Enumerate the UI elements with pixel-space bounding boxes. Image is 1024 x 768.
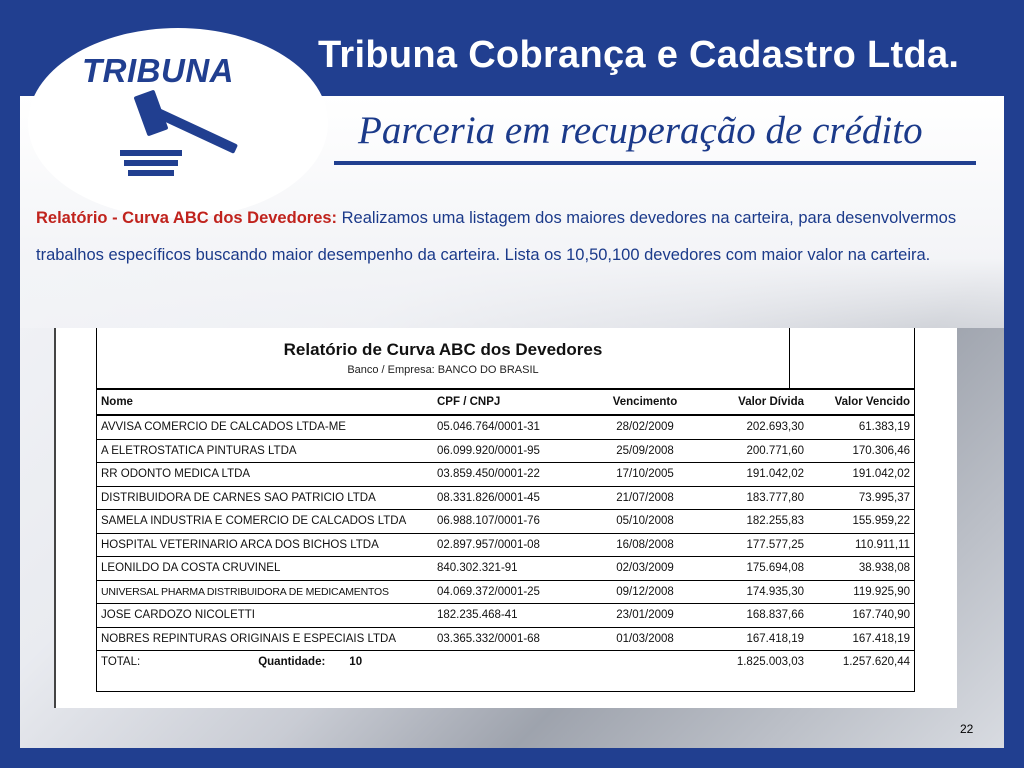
- table-total-row: [97, 651, 914, 674]
- cell-doc: 06.099.920/0001-95: [433, 439, 589, 463]
- cell-doc: 06.988.107/0001-76: [433, 510, 589, 534]
- company-slogan: Parceria em recuperação de crédito: [358, 109, 923, 152]
- cell-doc: 08.331.826/0001-45: [433, 486, 589, 510]
- table-row: [97, 463, 914, 487]
- cell-divida: 168.837,66: [701, 604, 808, 628]
- cell-nome: RR ODONTO MEDICA LTDA: [97, 463, 433, 487]
- slogan-underline: [334, 161, 976, 165]
- table-row: [97, 557, 914, 581]
- cell-divida: 182.255,83: [701, 510, 808, 534]
- cell-vencido: 170.306,46: [808, 439, 914, 463]
- cell-divida: 167.418,19: [701, 627, 808, 651]
- cell-vencimento: 17/10/2005: [589, 463, 701, 487]
- logo-text: TRIBUNA: [82, 52, 234, 89]
- cell-nome: A ELETROSTATICA PINTURAS LTDA: [97, 439, 433, 463]
- total-cell: [97, 651, 433, 674]
- cell-vencimento: 28/02/2009: [589, 415, 701, 439]
- col-header-nome: Nome: [97, 389, 433, 415]
- cell-divida: 200.771,60: [701, 439, 808, 463]
- cell-doc: 02.897.957/0001-08: [433, 533, 589, 557]
- cell-vencido: 155.959,22: [808, 510, 914, 534]
- total-empty-venc: [589, 651, 701, 674]
- cell-doc: 05.046.764/0001-31: [433, 415, 589, 439]
- table-row: [97, 486, 914, 510]
- cell-nome: NOBRES REPINTURAS ORIGINAIS E ESPECIAIS LTDA: [97, 627, 433, 651]
- cell-divida: 183.777,80: [701, 486, 808, 510]
- gavel-icon: [118, 88, 248, 176]
- table-row: [97, 580, 914, 604]
- cell-vencimento: 21/07/2008: [589, 486, 701, 510]
- col-header-vencimento: Vencimento: [589, 389, 701, 415]
- table-row: [97, 627, 914, 651]
- table-row: [97, 439, 914, 463]
- page-number: 22: [960, 722, 974, 736]
- report-header: [97, 328, 790, 388]
- description-paragraph: [36, 200, 976, 274]
- report-sheet: [96, 328, 915, 692]
- cell-vencido: 119.925,90: [808, 580, 914, 604]
- report-left-border: [54, 328, 56, 708]
- cell-divida: 191.042,02: [701, 463, 808, 487]
- cell-divida: 177.577,25: [701, 533, 808, 557]
- cell-vencido: 61.383,19: [808, 415, 914, 439]
- cell-nome: UNIVERSAL PHARMA DISTRIBUIDORA DE MEDICAMENTOS: [97, 580, 433, 604]
- cell-nome: DISTRIBUIDORA DE CARNES SAO PATRICIO LTDA: [97, 486, 433, 510]
- cell-nome: JOSE CARDOZO NICOLETTI: [97, 604, 433, 628]
- col-header-cpf-cnpj: CPF / CNPJ: [433, 389, 589, 415]
- cell-vencido: 167.418,19: [808, 627, 914, 651]
- description-body: Realizamos uma listagem dos maiores devedores na carteira, para desenvolvermos trabalhos específicos buscando maior desempenho da carteira. Lista os 10,50,100 devedores com maior valor na carteira.: [36, 209, 957, 264]
- cell-vencimento: 16/08/2008: [589, 533, 701, 557]
- cell-nome: AVVISA COMERCIO DE CALCADOS LTDA-ME: [97, 415, 433, 439]
- cell-nome: SAMELA INDUSTRIA E COMERCIO DE CALCADOS LTDA: [97, 510, 433, 534]
- cell-vencimento: 01/03/2008: [589, 627, 701, 651]
- company-title: Tribuna Cobrança e Cadastro Ltda.: [318, 34, 960, 76]
- total-label: TOTAL:: [101, 656, 141, 669]
- table-row: [97, 415, 914, 439]
- cell-doc: 840.302.321-91: [433, 557, 589, 581]
- total-vencido: 1.257.620,44: [842, 656, 910, 669]
- description-lead: Relatório - Curva ABC dos Devedores:: [36, 209, 338, 227]
- col-header-valor-divida: Valor Dívida: [701, 389, 808, 415]
- cell-doc: 03.859.450/0001-22: [433, 463, 589, 487]
- cell-vencido: 73.995,37: [808, 486, 914, 510]
- cell-divida: 175.694,08: [701, 557, 808, 581]
- cell-divida: 202.693,30: [701, 415, 808, 439]
- total-empty-doc: [433, 651, 589, 674]
- cell-nome: HOSPITAL VETERINARIO ARCA DOS BICHOS LTDA: [97, 533, 433, 557]
- total-divida: 1.825.003,03: [736, 656, 804, 669]
- cell-vencido: 38.938,08: [808, 557, 914, 581]
- cell-vencimento: 05/10/2008: [589, 510, 701, 534]
- report-title: Relatório de Curva ABC dos Devedores: [283, 340, 603, 359]
- cell-vencido: 191.042,02: [808, 463, 914, 487]
- cell-vencimento: 23/01/2009: [589, 604, 701, 628]
- cell-vencido: 110.911,11: [808, 533, 914, 557]
- cell-vencimento: 09/12/2008: [589, 580, 701, 604]
- cell-doc: 03.365.332/0001-68: [433, 627, 589, 651]
- cell-vencimento: 25/09/2008: [589, 439, 701, 463]
- cell-divida: 174.935,30: [701, 580, 808, 604]
- report-subtitle: Banco / Empresa: BANCO DO BRASIL: [347, 364, 539, 376]
- cell-doc: 04.069.372/0001-25: [433, 580, 589, 604]
- cell-vencimento: 02/03/2009: [589, 557, 701, 581]
- report-image: [54, 328, 957, 708]
- col-header-valor-vencido: Valor Vencido: [808, 389, 914, 415]
- cell-nome: LEONILDO DA COSTA CRUVINEL: [97, 557, 433, 581]
- quantity-value: 10: [349, 656, 363, 669]
- table-row: [97, 533, 914, 557]
- cell-doc: 182.235.468-41: [433, 604, 589, 628]
- debtors-table: [97, 388, 914, 674]
- cell-vencido: 167.740,90: [808, 604, 914, 628]
- table-row: [97, 510, 914, 534]
- table-header-row: [97, 389, 914, 415]
- quantity-label: Quantidade:: [258, 656, 326, 669]
- table-row: [97, 604, 914, 628]
